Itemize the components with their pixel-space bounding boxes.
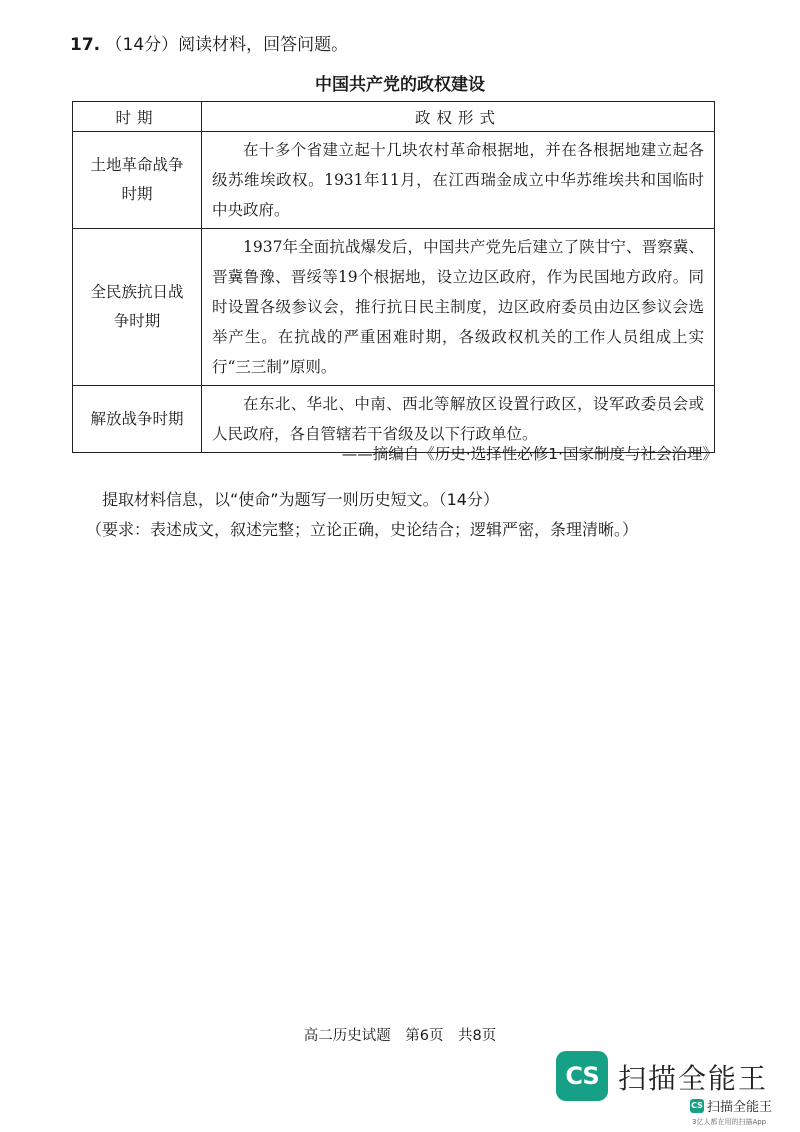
form-cell: 在十多个省建立起十几块农村革命根据地，并在各根据地建立起各级苏维埃政权。1931年11月，在江西瑞金成立中华苏维埃共和国临时中央政府。 [202, 132, 715, 229]
period-cell: 土地革命战争时期 [73, 132, 202, 229]
table-title: 中国共产党的政权建设 [315, 75, 485, 95]
camscanner-tagline: 3亿人都在用的扫描App [692, 1118, 767, 1126]
camscanner-badge-text: 扫描全能王 [707, 1100, 773, 1115]
camscanner-badge [686, 1095, 776, 1116]
question-number: 17. [70, 35, 101, 55]
regime-table [72, 101, 715, 453]
period-cell: 全民族抗日战争时期 [73, 229, 202, 386]
page-footer: 高二历史试题 第6页 共8页 [303, 1028, 497, 1044]
table-header-row [73, 102, 715, 132]
task-requirements: （要求：表述成文，叙述完整；立论正确，史论结合；逻辑严密，条理清晰。） [86, 520, 639, 539]
table-row [73, 229, 715, 386]
question-header [70, 30, 348, 55]
camscanner-app-name: 扫描全能王 [618, 1062, 769, 1095]
scanner-watermark [556, 1047, 786, 1127]
form-cell: 1937年全面抗战爆发后，中国共产党先后建立了陕甘宁、晋察冀、晋冀鲁豫、晋绥等19个根据地，设立边区政府，作为民国地方政府。同时设置各级参议会，推行抗日民主制度，边区政府委员由边区参议会选举产生。在抗战的严重困难时期，各级政权机关的工作人员组成上实行“三三制”原则。 [202, 229, 715, 386]
camscanner-mini-logo-icon: CS [690, 1099, 704, 1113]
form-cell: 在东北、华北、中南、西北等解放区设置行政区，设军政委员会或人民政府，各自管辖若干省级及以下行政单位。 [202, 386, 715, 453]
material-source: ——摘编自《历史·选择性必修1·国家制度与社会治理》 [341, 445, 718, 463]
header-form: 政权形式 [202, 102, 715, 132]
period-cell: 解放战争时期 [73, 386, 202, 453]
table-row [73, 132, 715, 229]
header-period: 时期 [73, 102, 202, 132]
question-text: （14分）阅读材料，回答问题。 [105, 35, 349, 55]
task-prompt: 提取材料信息，以“使命”为题写一则历史短文。（14分） [102, 490, 499, 509]
camscanner-logo-icon: CS [556, 1051, 608, 1101]
